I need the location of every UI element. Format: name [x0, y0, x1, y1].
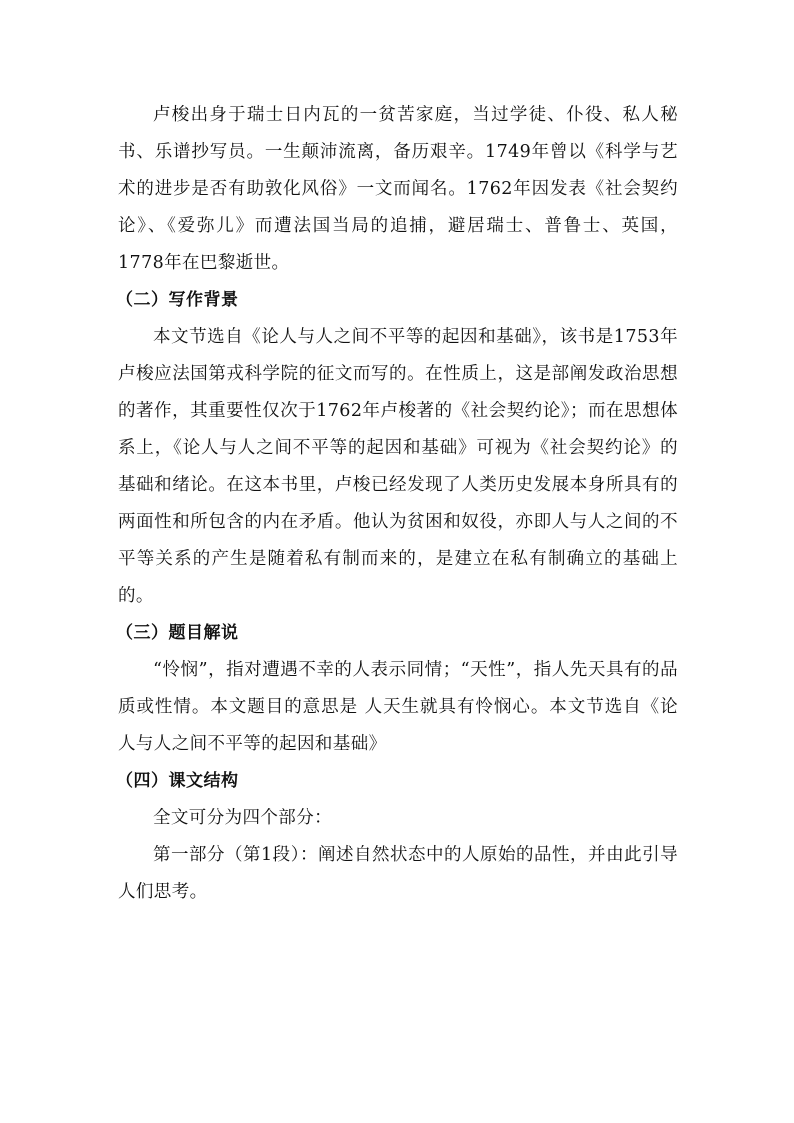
section-heading-title-explanation: （三）题目解说 — [116, 623, 239, 643]
paragraph-structure-part-one: 第一部分（第1段）：阐述自然状态中的人原始的品性，并由此引导人们思考。 — [118, 845, 678, 902]
section-heading-writing-background: （二）写作背景 — [116, 290, 239, 310]
paragraph-title-explanation: “怜悯”，指对遭遇不幸的人表示同情；“天性”，指人先天具有的品质或性情。本文题目的意思是 人天生就具有怜悯心。本文节选自《论人与人之间不平等的起因和基础》 — [118, 660, 678, 754]
paragraph-writing-background: 本文节选自《论人与人之间不平等的起因和基础》，该书是1753年卢梭应法国第戎科学院的征文而写的。在性质上，这是部阐发政治思想的著作，其重要性仅次于1762年卢梭著的《社会契约论》；而在思想体系上，《论人与人之间不平等的起因和基础》可视为《社会契约论》的基础和绪论。在这本书里，卢梭已经发现了人类历史发展本身所具有的两面性和所包含的内在矛盾。他认为贫困和奴役，亦即人与人之间的不平等关系的产生是随着私有制而来的，是建立在私有制确立的基础上的。 — [118, 327, 678, 606]
paragraph-rousseau-biography: 卢梭出身于瑞士日内瓦的一贫苦家庭，当过学徒、仆役、私人秘书、乐谱抄写员。一生颠沛流离，备历艰辛。1749年曾以《科学与艺术的进步是否有助敦化风俗》一文而闻名。1762年因发表《社会契约论》、《爱弥儿》而遭法国当局的追捕，避居瑞士、普鲁士、英国，1778年在巴黎逝世。 — [118, 105, 678, 273]
document-body — [118, 97, 678, 911]
section-heading-text-structure: （四）课文结构 — [116, 771, 239, 791]
paragraph-structure-intro: 全文可分为四个部分： — [153, 808, 332, 828]
